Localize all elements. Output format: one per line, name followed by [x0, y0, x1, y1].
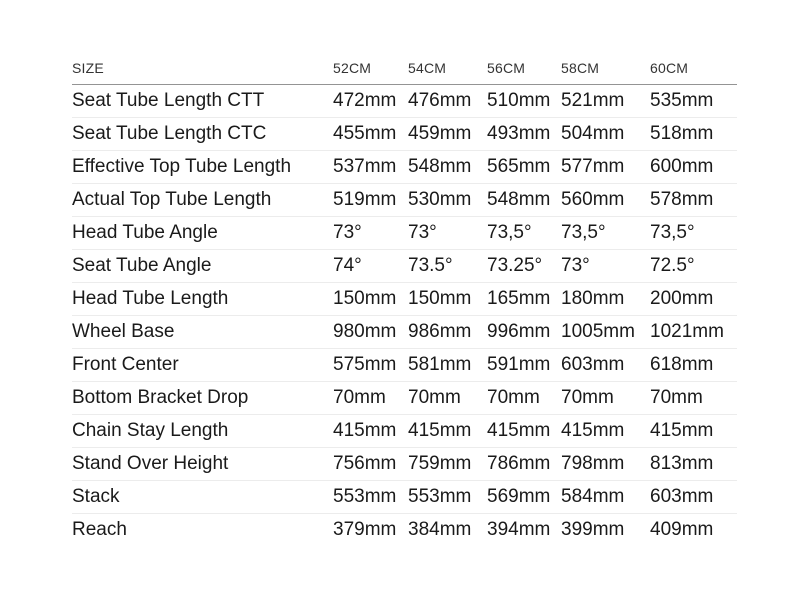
table-row	[72, 217, 737, 250]
row-label: Chain Stay Length	[72, 415, 333, 448]
row-label: Reach	[72, 519, 127, 540]
row-label: Seat Tube Length CTT	[72, 85, 333, 118]
cell-value: 70mm	[408, 382, 487, 415]
cell-value: 70mm	[333, 382, 408, 415]
table-row	[72, 382, 737, 415]
cell-value: 73,5°	[650, 217, 737, 250]
cell-value: 521mm	[561, 85, 650, 118]
cell-value: 379mm	[333, 519, 397, 540]
cell-value: 578mm	[650, 184, 737, 217]
cell-value: 591mm	[487, 349, 561, 382]
cell-value: 786mm	[487, 448, 561, 481]
cell-value: 73.5°	[408, 250, 487, 283]
row-label: Actual Top Tube Length	[72, 184, 333, 217]
row-label: Effective Top Tube Length	[72, 151, 333, 184]
cell-value: 476mm	[408, 85, 487, 118]
cell-value: 504mm	[561, 118, 650, 151]
column-header-size: SIZE	[72, 58, 333, 85]
cell-value: 980mm	[333, 316, 408, 349]
row-label: Bottom Bracket Drop	[72, 382, 333, 415]
cell-value: 415mm	[561, 415, 650, 448]
cell-value: 200mm	[650, 283, 737, 316]
cell-value: 415mm	[408, 415, 487, 448]
table-row	[72, 250, 737, 283]
cell-value: 459mm	[408, 118, 487, 151]
geometry-table-container	[72, 58, 737, 546]
column-header-52cm: 52CM	[333, 58, 408, 85]
cell-value: 472mm	[333, 85, 408, 118]
cell-value: 70mm	[487, 382, 561, 415]
cell-value: 569mm	[487, 481, 561, 514]
table-body	[72, 85, 737, 547]
cell-value: 70mm	[561, 382, 650, 415]
cell-value: 756mm	[333, 448, 408, 481]
cell-value: 409mm	[650, 519, 714, 540]
table-row	[72, 283, 737, 316]
cell-value: 73°	[333, 217, 408, 250]
cell-value: 600mm	[650, 151, 737, 184]
cell-value: 798mm	[561, 448, 650, 481]
cell-value: 415mm	[650, 415, 737, 448]
cell-value: 813mm	[650, 448, 737, 481]
table-header	[72, 58, 737, 85]
column-header-54cm: 54CM	[408, 58, 487, 85]
row-label: Front Center	[72, 349, 333, 382]
cell-value: 73°	[408, 217, 487, 250]
cell-value: 493mm	[487, 118, 561, 151]
cell-value: 415mm	[333, 415, 408, 448]
row-label: Seat Tube Angle	[72, 250, 333, 283]
table-row	[72, 448, 737, 481]
cell-value: 70mm	[650, 382, 737, 415]
table-row	[72, 85, 737, 118]
table-row	[72, 316, 737, 349]
cell-value: 577mm	[561, 151, 650, 184]
cell-value: 510mm	[487, 85, 561, 118]
cell-value: 399mm	[561, 519, 625, 540]
cell-value: 548mm	[408, 151, 487, 184]
cell-value: 74°	[333, 250, 408, 283]
row-label: Head Tube Angle	[72, 217, 333, 250]
column-header-58cm: 58CM	[561, 58, 650, 85]
cell-value: 618mm	[650, 349, 737, 382]
table-header-row	[72, 58, 737, 85]
cell-value: 603mm	[650, 481, 737, 514]
row-label: Wheel Base	[72, 316, 333, 349]
cell-value: 565mm	[487, 151, 561, 184]
cell-value: 584mm	[561, 481, 650, 514]
cell-value: 519mm	[333, 184, 408, 217]
table-row	[72, 151, 737, 184]
geometry-table	[72, 58, 737, 546]
cell-value: 535mm	[650, 85, 737, 118]
table-row	[72, 184, 737, 217]
cell-value: 384mm	[408, 519, 472, 540]
cell-value: 150mm	[333, 283, 408, 316]
cell-value: 394mm	[487, 519, 551, 540]
cell-value: 575mm	[333, 349, 408, 382]
cell-value: 530mm	[408, 184, 487, 217]
cell-value: 72.5°	[650, 250, 737, 283]
row-label: Seat Tube Length CTC	[72, 118, 333, 151]
cell-value: 180mm	[561, 283, 650, 316]
table-row	[72, 415, 737, 448]
cell-value: 581mm	[408, 349, 487, 382]
cell-value: 73,5°	[561, 217, 650, 250]
row-label: Stack	[72, 481, 333, 514]
cell-value: 415mm	[487, 415, 561, 448]
cell-value: 548mm	[487, 184, 561, 217]
cell-value: 560mm	[561, 184, 650, 217]
cell-value: 603mm	[561, 349, 650, 382]
row-label: Stand Over Height	[72, 448, 333, 481]
cell-value: 537mm	[333, 151, 408, 184]
row-label: Head Tube Length	[72, 283, 333, 316]
column-header-56cm: 56CM	[487, 58, 561, 85]
table-row	[72, 481, 737, 514]
cell-value: 150mm	[408, 283, 487, 316]
column-header-60cm: 60CM	[650, 58, 737, 85]
cell-value: 455mm	[333, 118, 408, 151]
cell-value: 1021mm	[650, 316, 737, 349]
table-row	[72, 349, 737, 382]
cell-value: 73,5°	[487, 217, 561, 250]
cell-value: 553mm	[333, 481, 408, 514]
cell-value: 518mm	[650, 118, 737, 151]
cell-value: 996mm	[487, 316, 561, 349]
cell-value: 986mm	[408, 316, 487, 349]
cell-value: 1005mm	[561, 316, 650, 349]
cell-value: 759mm	[408, 448, 487, 481]
table-row	[72, 514, 737, 547]
cell-value: 73°	[561, 250, 650, 283]
table-row	[72, 118, 737, 151]
cell-value: 165mm	[487, 283, 561, 316]
cell-value: 553mm	[408, 481, 487, 514]
cell-value: 73.25°	[487, 250, 561, 283]
